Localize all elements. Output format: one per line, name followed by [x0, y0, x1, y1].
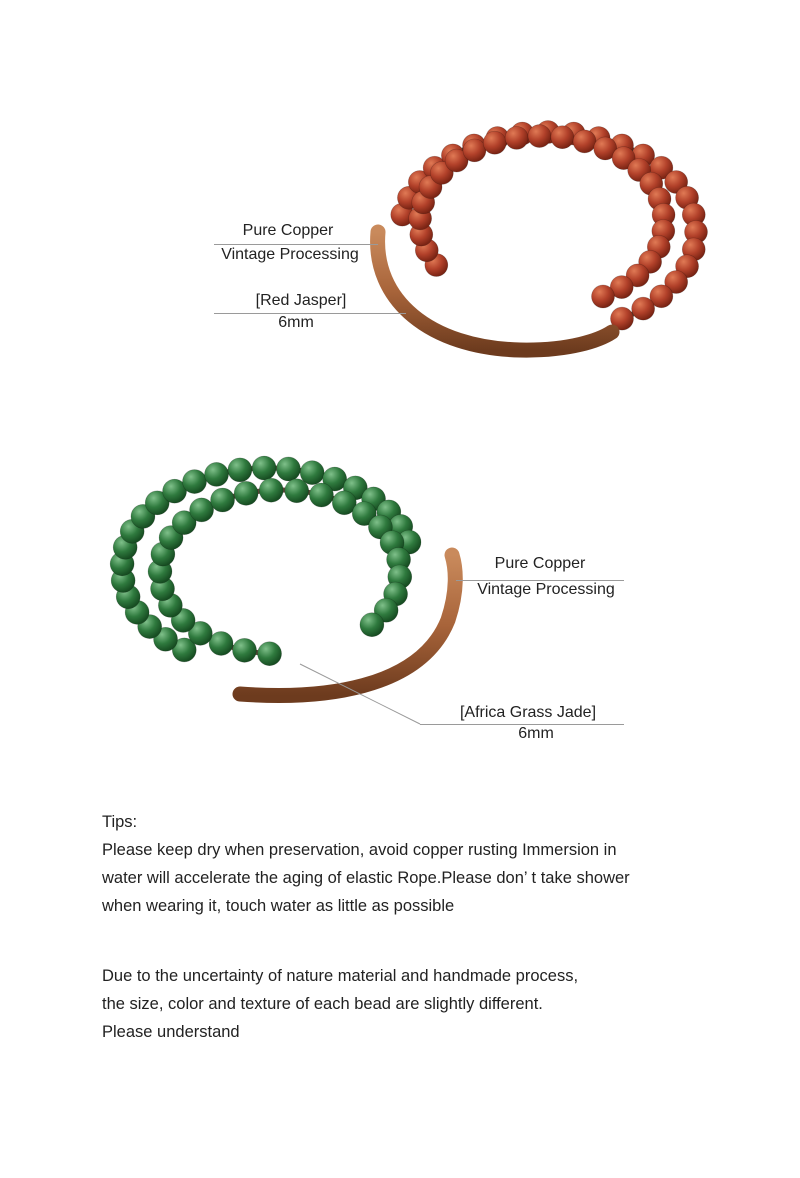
note-line: Please understand [102, 1023, 240, 1041]
tips-line: when wearing it, touch water as little as possible [102, 897, 455, 915]
care-tips [102, 808, 630, 920]
tips-line: Please keep dry when preservation, avoid copper rusting Immersion in [102, 841, 617, 859]
bead-callout-name: [Africa Grass Jade] [459, 704, 597, 721]
copper-callout-line2: Vintage Processing [221, 246, 359, 263]
bead-callout-size: 6mm [518, 725, 554, 742]
tips-line: water will accelerate the aging of elastic Rope.Please don’ t take shower [102, 869, 630, 887]
material-note [102, 962, 578, 1046]
copper-callout-line1: Pure Copper [242, 222, 334, 239]
copper-callout-line2: Vintage Processing [477, 581, 615, 598]
bead-size-label [496, 725, 576, 743]
bead-callout-name: [Red Jasper] [255, 292, 347, 309]
tips-heading: Tips: [102, 813, 138, 831]
copper-callout-line1: Pure Copper [494, 555, 586, 572]
bead-callout-size: 6mm [278, 314, 314, 331]
note-line: Due to the uncertainty of nature material and handmade process, [102, 967, 579, 985]
note-line: the size, color and texture of each bead are slightly different. [102, 995, 543, 1013]
